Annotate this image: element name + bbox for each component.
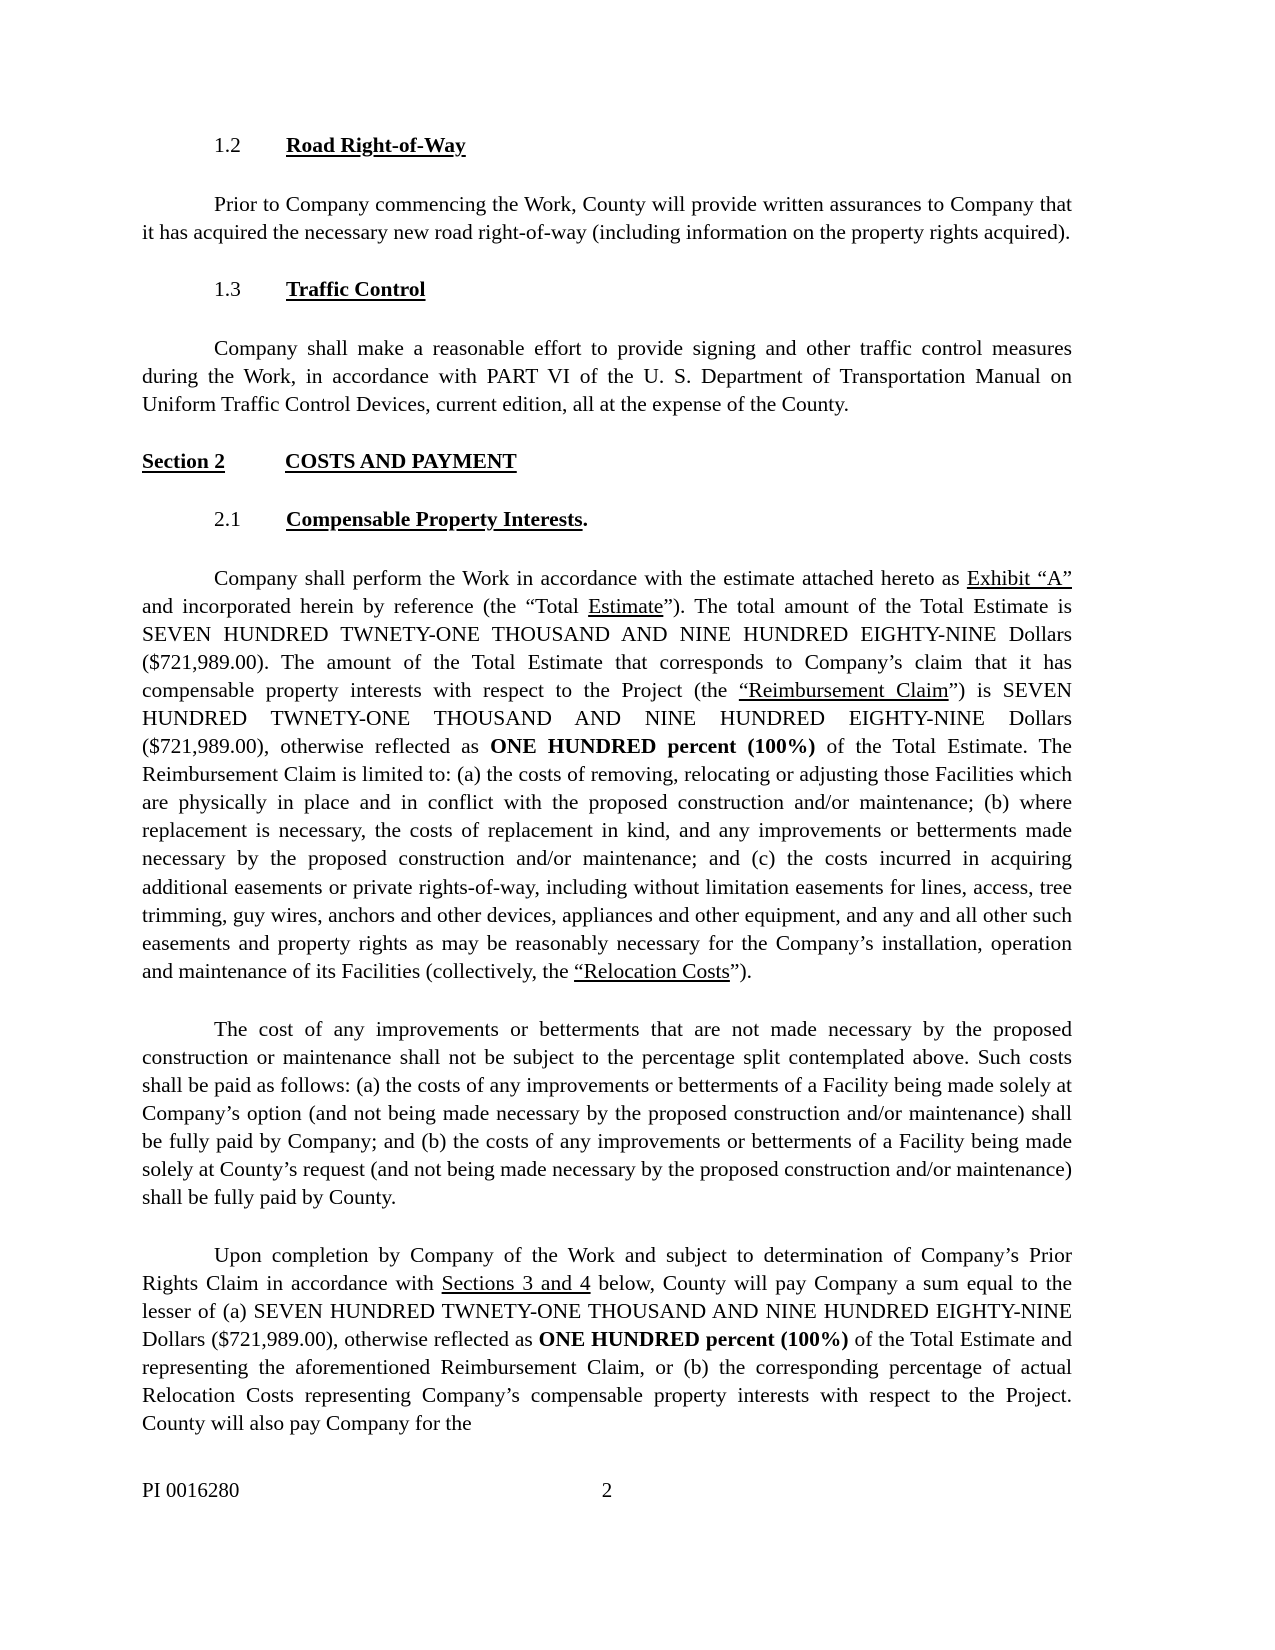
heading-1-2-title: Road Right-of-Way <box>286 133 466 157</box>
text-run: of the Total Estimate. The Reimbursement Claim is limited to: (a) the costs of removing, relocating or adjusting those Facilities which are physically in place and in conflict with the proposed construction and/or maintenance; (b) where replacement is necessary, the costs of replacement in kind, and any improvements or betterments made necessary by the proposed construction and/or maintenance; and (c) the costs incurred in acquiring additional easements or private rights-of-way, including without limitation easements for lines, access, tree trimming, guy wires, anchors and other devices, appliances and other equipment, and any and all other such easements and property rights as may be reasonably necessary for the Company’s installation, operation and maintenance of its Facilities (collectively, the <box>142 734 1072 983</box>
page-number: 2 <box>601 1478 613 1502</box>
heading-1-2 <box>142 132 1072 160</box>
emphasis-one-hundred-percent: ONE HUNDRED percent (100%) <box>490 734 816 759</box>
text-run: and incorporated herein by reference (the “Total <box>142 594 589 619</box>
reference-sections-3-and-4: Sections 3 and 4 <box>441 1271 591 1296</box>
heading-2-1-title: Compensable Property Interests <box>286 507 583 532</box>
defined-term-estimate: Estimate <box>588 594 664 619</box>
heading-1-3-title: Traffic Control <box>286 277 426 302</box>
text-run: of the Total Estimate and representing the aforementioned Reimbursement Claim, or (b) the corresponding percentage of actual Relocation Costs representing Company’s compensable property interests with respect to the Project. County will also pay Company for the <box>142 1327 1073 1436</box>
reference-exhibit-a: Exhibit “A” <box>966 565 1072 590</box>
spacer <box>142 985 1072 1015</box>
spacer <box>142 476 1072 506</box>
text-run: Company shall perform the Work in accordance with the estimate attached hereto as <box>214 565 967 590</box>
spacer <box>142 534 1072 564</box>
paragraph-2-1-second: The cost of any improvements or betterments that are not made necessary by the proposed construction or maintenance shall not be subject to the percentage split contemplated above. Such costs shall be paid as follows: (a) the costs of any improvements or betterments of a Facility being made solely at Company’s option (and not being made necessary by the proposed construction and/or maintenance) shall be fully paid by Company; and (b) the costs of any improvements or betterments of a Facility being made solely at County’s request (and not being made necessary by the proposed construction and/or maintenance) shall be fully paid by County. <box>142 1016 1072 1209</box>
paragraph-2-1-third <box>142 1241 1072 1437</box>
spacer <box>142 304 1072 334</box>
heading-2-1 <box>142 506 1072 534</box>
document-body <box>142 132 1072 1437</box>
heading-1-3 <box>142 276 1072 304</box>
spacer <box>142 246 1072 276</box>
heading-2-1-number: 2.1 <box>214 507 241 532</box>
heading-1-3-number: 1.3 <box>214 277 241 302</box>
spacer <box>142 160 1072 190</box>
footer-reference: PI 0016280 <box>142 1478 240 1502</box>
defined-term-relocation-costs: “Relocation Costs <box>574 958 730 983</box>
spacer <box>142 1211 1072 1241</box>
heading-section-2-title: COSTS AND PAYMENT <box>285 449 517 474</box>
spacer <box>142 418 1072 448</box>
text-run: ”) is SEVEN HUNDRED TWNETY-ONE THOUSAND AND NINE HUNDRED EIGHTY-NINE Dollars ($721,989.00), otherwise reflected as <box>142 678 1072 759</box>
heading-1-2-number: 1.2 <box>214 133 241 157</box>
heading-2-1-title-suffix: . <box>582 507 588 532</box>
text-run: ”). <box>729 958 752 983</box>
text-run: below, County will pay Company a sum equal to the lesser of (a) SEVEN HUNDRED TWNETY-ONE THOUSAND AND NINE HUNDRED EIGHTY-NINE Dollars ($721,989.00), otherwise reflected as <box>142 1271 1072 1352</box>
text-run: ”). The total amount of the Total Estimate is SEVEN HUNDRED TWNETY-ONE THOUSAND AND NINE HUNDRED EIGHTY-NINE Dollars ($721,989.00). The amount of the Total Estimate that corresponds to Company’s claim that it has compensable property interests with respect to the Project (the <box>142 594 1072 703</box>
emphasis-one-hundred-percent: ONE HUNDRED percent (100%) <box>538 1327 849 1352</box>
heading-section-2-label: Section 2 <box>142 449 226 474</box>
text-run: Upon completion by Company of the Work and subject to determination of Company’s Prior Rights Claim in accordance with <box>142 1243 1072 1296</box>
defined-term-reimbursement-claim: “Reimbursement Claim <box>738 678 949 703</box>
heading-section-2 <box>142 448 1072 476</box>
paragraph-1-2: Prior to Company commencing the Work, County will provide written assurances to Company that it has acquired the necessary new road right-of-way (including information on the property rights acquired). <box>142 191 1072 244</box>
paragraph-1-3: Company shall make a reasonable effort to provide signing and other traffic control measures during the Work, in accordance with PART VI of the U. S. Department of Transportation Manual on Uniform Traffic Control Devices, current edition, all at the expense of the County. <box>142 335 1072 417</box>
paragraph-2-1-first <box>142 564 1072 985</box>
